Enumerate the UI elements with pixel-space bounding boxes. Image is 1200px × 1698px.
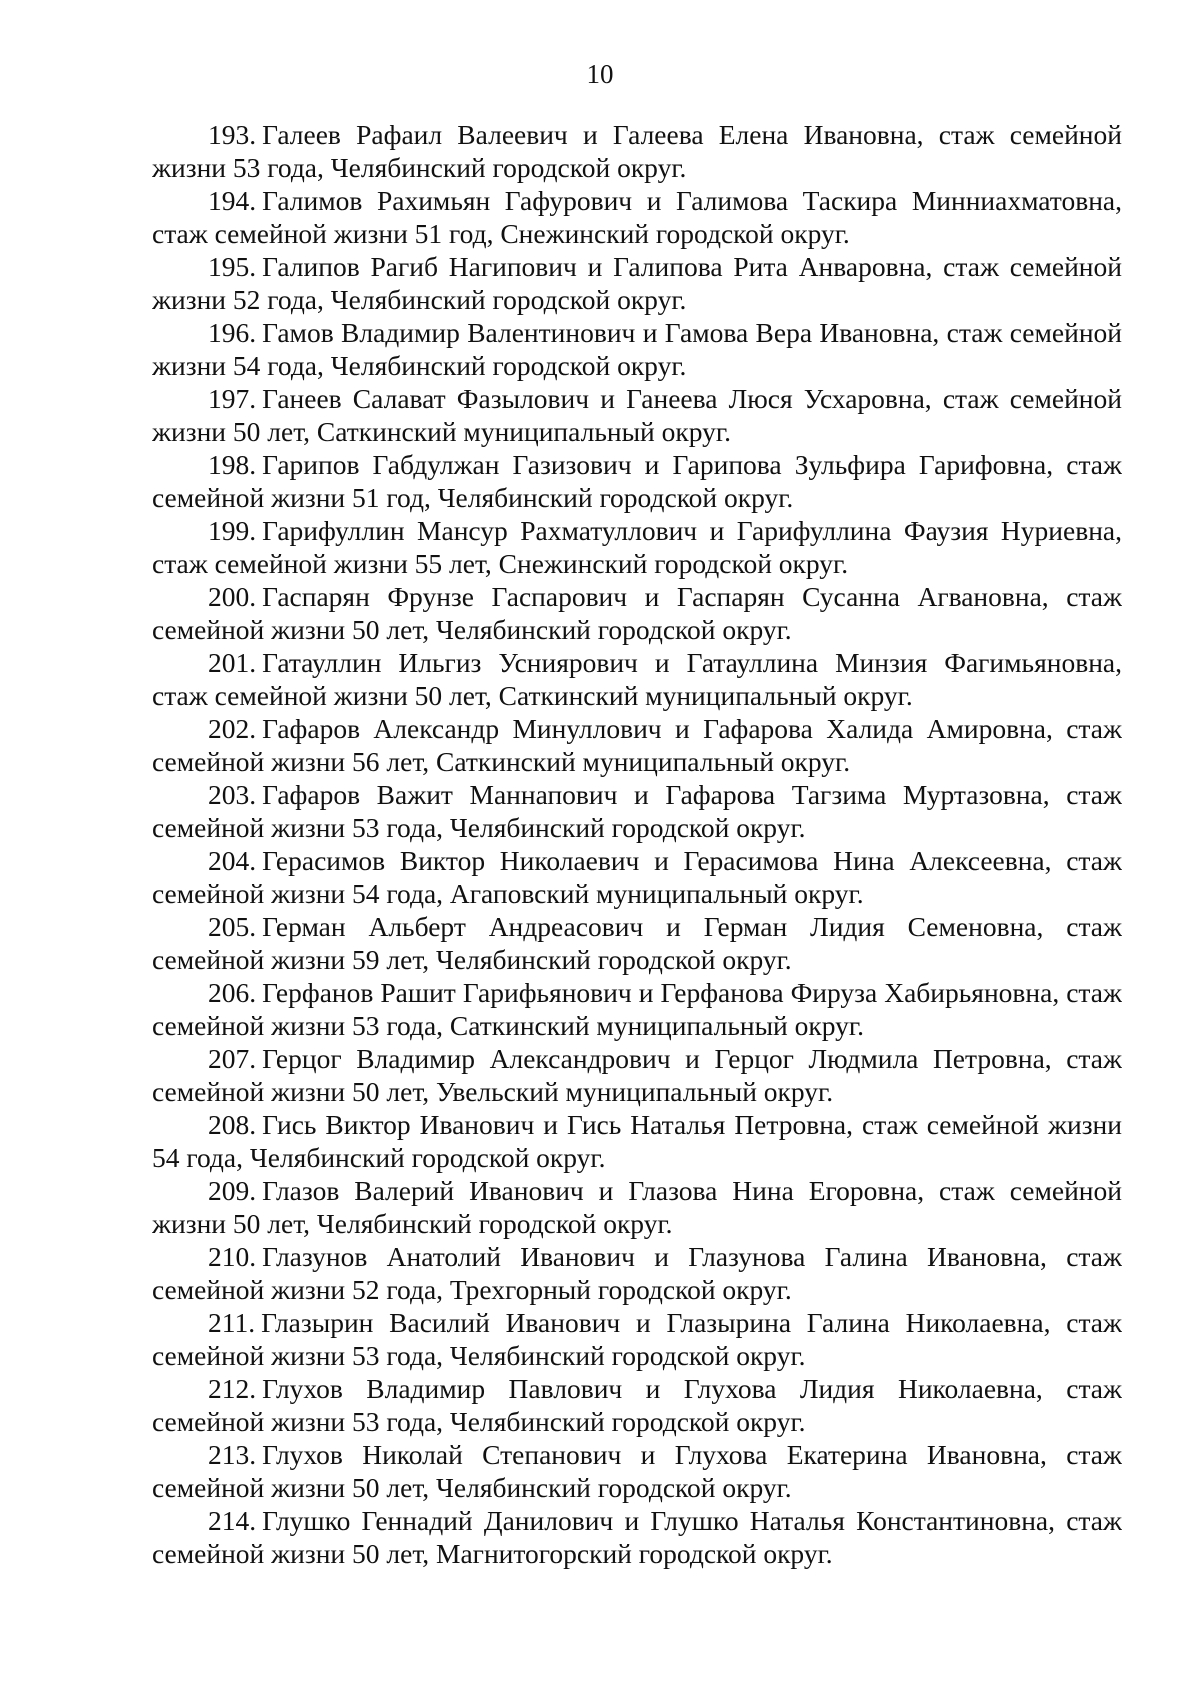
entry-text: Глухов Николай Степанович и Глухова Екатерина Ивановна, стаж семейной жизни 50 лет, Челябинский городской округ.	[152, 1439, 1122, 1503]
entry-text: Гафаров Александр Минуллович и Гафарова Халида Амировна, стаж семейной жизни 56 лет, Саткинский муниципальный округ.	[152, 713, 1122, 777]
entry-number: 213.	[208, 1439, 257, 1470]
entry-number: 201.	[208, 647, 257, 678]
list-item	[152, 316, 1122, 382]
entry-text: Гарифуллин Мансур Рахматуллович и Гарифуллина Фаузия Нуриевна, стаж семейной жизни 55 лет, Снежинский городской округ.	[152, 515, 1122, 579]
entry-text: Галипов Рагиб Нагипович и Галипова Рита Анваровна, стаж семейной жизни 52 года, Челябинский городской округ.	[152, 251, 1122, 315]
entry-list	[152, 118, 1122, 1570]
entry-number: 194.	[208, 185, 257, 216]
list-item	[152, 910, 1122, 976]
entry-number: 214.	[208, 1505, 257, 1536]
entry-text: Галеев Рафаил Валеевич и Галеева Елена Ивановна, стаж семейной жизни 53 года, Челябинский городской округ.	[152, 119, 1122, 183]
entry-text: Гатауллин Ильгиз Усниярович и Гатауллина Минзия Фагимьяновна, стаж семейной жизни 50 лет, Саткинский муниципальный округ.	[152, 647, 1122, 711]
entry-text: Гафаров Важит Маннапович и Гафарова Тагзима Муртазовна, стаж семейной жизни 53 года, Челябинский городской округ.	[152, 779, 1122, 843]
list-item	[152, 1174, 1122, 1240]
entry-text: Глазунов Анатолий Иванович и Глазунова Галина Ивановна, стаж семейной жизни 52 года, Трехгорный городской округ.	[152, 1241, 1122, 1305]
entry-number: 207.	[208, 1043, 257, 1074]
list-item	[152, 448, 1122, 514]
entry-text: Гись Виктор Иванович и Гись Наталья Петровна, стаж семейной жизни 54 года, Челябинский городской округ.	[152, 1109, 1122, 1173]
entry-text: Герцог Владимир Александрович и Герцог Людмила Петровна, стаж семейной жизни 50 лет, Увельский муниципальный округ.	[152, 1043, 1122, 1107]
entry-text: Гаспарян Фрунзе Гаспарович и Гаспарян Сусанна Агвановна, стаж семейной жизни 50 лет, Челябинский городской округ.	[152, 581, 1122, 645]
entry-text: Гарипов Габдулжан Газизович и Гарипова Зульфира Гарифовна, стаж семейной жизни 51 год, Челябинский городской округ.	[152, 449, 1122, 513]
list-item	[152, 1108, 1122, 1174]
entry-number: 210.	[208, 1241, 257, 1272]
entry-number: 200.	[208, 581, 257, 612]
entry-number: 199.	[208, 515, 257, 546]
list-item	[152, 646, 1122, 712]
entry-text: Глушко Геннадий Данилович и Глушко Наталья Константиновна, стаж семейной жизни 50 лет, Магнитогорский городской округ.	[152, 1505, 1122, 1569]
entry-number: 195.	[208, 251, 257, 282]
entry-number: 198.	[208, 449, 257, 480]
list-item	[152, 1240, 1122, 1306]
list-item	[152, 184, 1122, 250]
list-item	[152, 844, 1122, 910]
entry-text: Глазырин Василий Иванович и Глазырина Галина Николаевна, стаж семейной жизни 53 года, Челябинский городской округ.	[152, 1307, 1122, 1371]
list-item	[152, 580, 1122, 646]
entry-text: Глазов Валерий Иванович и Глазова Нина Егоровна, стаж семейной жизни 50 лет, Челябинский городской округ.	[152, 1175, 1122, 1239]
list-item	[152, 1372, 1122, 1438]
list-item	[152, 976, 1122, 1042]
list-item	[152, 382, 1122, 448]
list-item	[152, 1438, 1122, 1504]
list-item	[152, 1042, 1122, 1108]
entry-number: 206.	[208, 977, 257, 1008]
entry-number: 197.	[208, 383, 257, 414]
list-item	[152, 250, 1122, 316]
entry-number: 204.	[208, 845, 257, 876]
entry-text: Герасимов Виктор Николаевич и Герасимова Нина Алексеевна, стаж семейной жизни 54 года, Агаповский муниципальный округ.	[152, 845, 1122, 909]
list-item	[152, 712, 1122, 778]
entry-number: 211.	[208, 1307, 256, 1338]
entry-text: Галимов Рахимьян Гафурович и Галимова Таскира Минниахматовна, стаж семейной жизни 51 год, Снежинский городской округ.	[152, 185, 1122, 249]
entry-number: 193.	[208, 119, 257, 150]
list-item	[152, 1504, 1122, 1570]
entry-text: Герфанов Рашит Гарифьянович и Герфанова Фируза Хабирьяновна, стаж семейной жизни 53 года, Саткинский муниципальный округ.	[152, 977, 1122, 1041]
entry-number: 208.	[208, 1109, 257, 1140]
entry-number: 205.	[208, 911, 257, 942]
entry-text: Герман Альберт Андреасович и Герман Лидия Семеновна, стаж семейной жизни 59 лет, Челябинский городской округ.	[152, 911, 1122, 975]
entry-text: Гамов Владимир Валентинович и Гамова Вера Ивановна, стаж семейной жизни 54 года, Челябинский городской округ.	[152, 317, 1122, 381]
list-item	[152, 118, 1122, 184]
page-number: 10	[586, 59, 614, 89]
entry-text: Глухов Владимир Павлович и Глухова Лидия Николаевна, стаж семейной жизни 53 года, Челябинский городской округ.	[152, 1373, 1122, 1437]
list-item	[152, 1306, 1122, 1372]
entry-text: Ганеев Салават Фазылович и Ганеева Люся Усхаровна, стаж семейной жизни 50 лет, Саткинский муниципальный округ.	[152, 383, 1122, 447]
entry-number: 209.	[208, 1175, 257, 1206]
entry-number: 196.	[208, 317, 257, 348]
list-item	[152, 778, 1122, 844]
list-item	[152, 514, 1122, 580]
entry-number: 212.	[208, 1373, 257, 1404]
entry-number: 202.	[208, 713, 257, 744]
entry-number: 203.	[208, 779, 257, 810]
